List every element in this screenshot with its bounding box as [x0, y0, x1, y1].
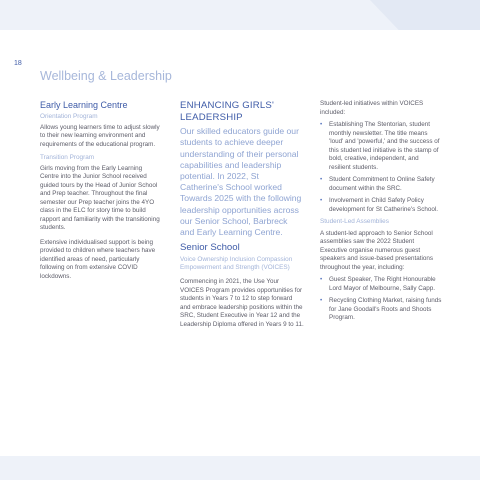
list-item-text: Recycling Clothing Market, raising funds for Jane Goodall's Roots and Shoots Program. [329, 297, 442, 322]
transition-paragraph: Girls moving from the Early Learning Centre into the Junior School received guided tours by the Head of Junior School and Prep teacher. Throughout the final semester our Prep teacher joins the 4YO class in the ELC for story time to build rapport and familiarity with the transitioning students. [40, 164, 160, 232]
list-item [320, 176, 442, 193]
initiatives-list [320, 121, 442, 214]
assemblies-paragraph: A student-led approach to Senior School assemblies saw the 2022 Student Executive organise numerous guest speakers and issue-based presentations throughout the year, including: [320, 229, 434, 271]
column-early-learning [40, 100, 160, 281]
senior-school-heading: Senior School [180, 242, 240, 254]
voices-paragraph: Commencing in 2021, the Use Your VOICES Program provides opportunities for students in Years 7 to 12 to step forward and embrace leadership positions within the SRC, Student Executive in Year 12 and the Leadership Diploma offered in Years 9 to 11. [180, 278, 304, 328]
initiatives-intro: Student-led initiatives within VOICES included: [320, 100, 424, 116]
assemblies-list [320, 276, 442, 323]
list-item [320, 297, 442, 323]
orientation-paragraph: Allows young learners time to adjust slowly to their new learning environment and requirements of the educational program. [40, 123, 160, 148]
bullet-icon: • [320, 197, 323, 204]
list-item [320, 121, 442, 172]
column-initiatives [320, 100, 442, 327]
bullet-icon: • [320, 276, 323, 284]
list-item-text: Student Commitment to Online Safety document within the SRC. [329, 176, 435, 192]
list-item-text: Involvement in Child Safety Policy development for St Catherine's School. [329, 197, 439, 213]
bullet-icon: • [320, 297, 323, 305]
bullet-icon: • [320, 176, 323, 183]
list-item [320, 197, 442, 214]
bullet-icon: • [320, 121, 323, 128]
footer-band [0, 456, 480, 480]
page-number: 18 [14, 60, 22, 67]
voices-subheading: Voice Ownership Inclusion Compassion Empowerment and Strength (VOICES) [180, 255, 293, 272]
list-item-text: Establishing The Stentorian, student monthly newsletter. The title means 'loud' and 'powerful,' and the success of this student led initiative is the stamp of bold, creative, independent, and resilient students. [329, 121, 440, 171]
leadership-lead: Our skilled educators guide our students to achieve deeper understanding of their personal capabilities and leadership potential. In 2022, St Catherine's School worked Towards 2025 with the following leadership opportunities across our Senior School, Barbreck and Early Learning Centre. [180, 126, 302, 238]
orientation-subheading: Orientation Program [40, 113, 98, 120]
column-leadership [180, 100, 304, 329]
list-item [320, 276, 442, 293]
assemblies-subheading: Student-Led Assemblies [320, 218, 389, 225]
section-title: Wellbeing & Leadership [40, 69, 172, 83]
leadership-heading: ENHANCING GIRLS' LEADERSHIP [180, 100, 275, 123]
transition-subheading: Transition Program [40, 154, 95, 162]
support-paragraph: Extensive individualised support is being provided to children where teachers have identified areas of need, particularly following on from extensive COVID lockdowns. [40, 238, 156, 280]
early-learning-heading: Early Learning Centre [40, 100, 128, 110]
list-item-text: Guest Speaker, The Right Honourable Lord Mayor of Melbourne, Sally Capp. [329, 276, 436, 292]
